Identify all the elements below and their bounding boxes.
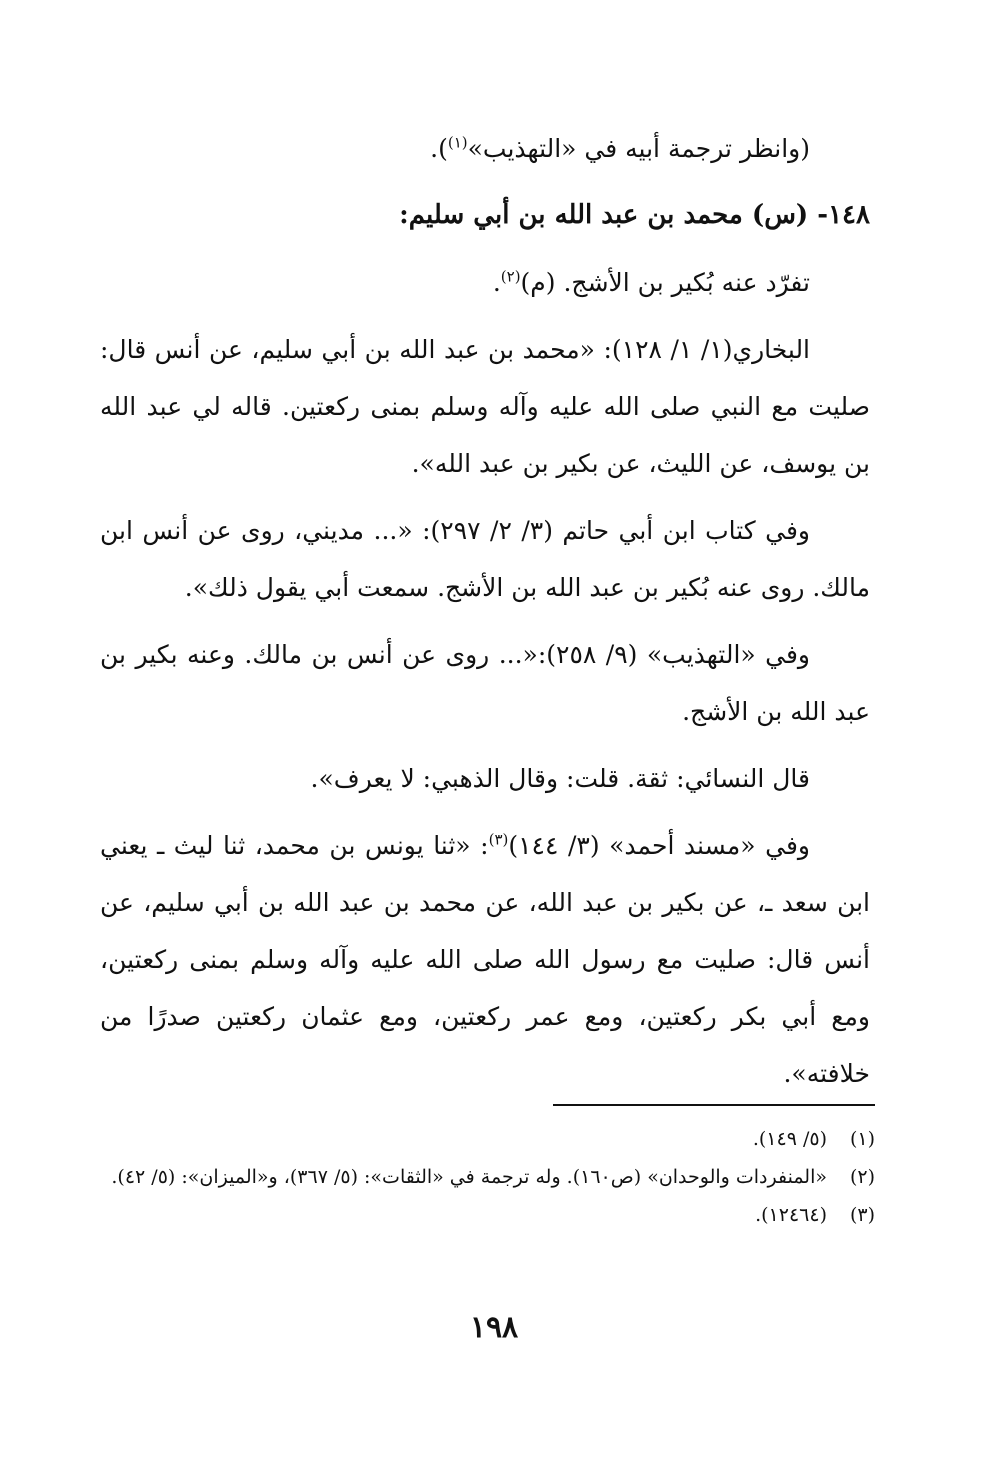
paragraph-6: قال النسائي: ثقة. قلت: وقال الذهبي: لا يعرف». — [310, 764, 810, 793]
paragraph-1-text: (وانظر ترجمة أبيه في «التهذيب» — [467, 134, 810, 163]
paragraph-7 — [100, 817, 870, 1102]
footnote-mark: (٢) — [849, 1166, 875, 1188]
footnote-ref-2[interactable]: (٢) — [500, 267, 521, 286]
footnote-divider — [553, 1104, 875, 1106]
paragraph-2-end: . — [492, 268, 501, 297]
footnote-text: «المنفردات والوحدان» (ص١٦٠). وله ترجمة في «الثقات»: (٥/ ٣٦٧)، و«الميزان»: (٥/ ٤٢). — [111, 1166, 827, 1188]
paragraph-2 — [100, 254, 870, 311]
paragraph-4: وفي كتاب ابن أبي حاتم (٣/ ٢/ ٢٩٧): «... مديني، روى عن أنس ابن مالك. روى عنه بُكير بن عبد الله بن الأشج. سمعت أبي يقول ذلك». — [100, 516, 870, 602]
entry-number: ١٤٨- — [817, 200, 870, 230]
footnote-ref-3[interactable]: (٣) — [488, 830, 509, 849]
footnotes — [95, 1120, 875, 1234]
main-text — [100, 120, 870, 1112]
footnote-mark: (٣) — [849, 1204, 875, 1226]
footnote-1 — [95, 1120, 875, 1158]
footnote-ref-1[interactable]: (١) — [447, 133, 468, 152]
paragraph-7-text-b: : «ثنا يونس بن محمد، ثنا ليث ـ يعني ابن سعد ـ، عن بكير بن عبد الله، عن محمد بن عبد الله بن أبي سليم، عن أنس قال: صليت مع رسول الله صلى الله عليه وآله وسلم بمنى ركعتين، ومع أبي بكر ركعتين، ومع عمر ركعتين، ومع عثمان ركعتين صدرًا من خلافته». — [100, 831, 870, 1088]
paragraph-3: البخاري(١/ ١/ ١٢٨): «محمد بن عبد الله بن أبي سليم، عن أنس قال: صليت مع النبي صلى الله عليه وآله وسلم بمنى ركعتين. قاله لي عبد الله بن يوسف، عن الليث، عن بكير بن عبد الله». — [100, 335, 870, 478]
entry-title: (س) محمد بن عبد الله بن أبي سليم: — [399, 200, 809, 230]
entry-heading — [100, 187, 870, 244]
paragraph-1-end: ). — [430, 134, 448, 163]
footnote-text: (١٢٤٦٤). — [755, 1204, 827, 1226]
paragraph-5: وفي «التهذيب» (٩/ ٢٥٨):«... روى عن أنس بن مالك. وعنه بكير بن عبد الله بن الأشج. — [100, 640, 870, 726]
footnote-3 — [95, 1196, 875, 1234]
footnote-text: (٥/ ١٤٩). — [752, 1128, 827, 1150]
footnote-mark: (١) — [849, 1128, 875, 1150]
paragraph-2-text: تفرّد عنه بُكير بن الأشج. (م) — [520, 268, 810, 297]
page-number: ١٩٨ — [469, 1310, 519, 1345]
paragraph-7-text-a: وفي «مسند أحمد» (٣/ ١٤٤) — [508, 831, 810, 860]
footnote-2 — [95, 1158, 875, 1196]
paragraph-1 — [100, 120, 870, 177]
